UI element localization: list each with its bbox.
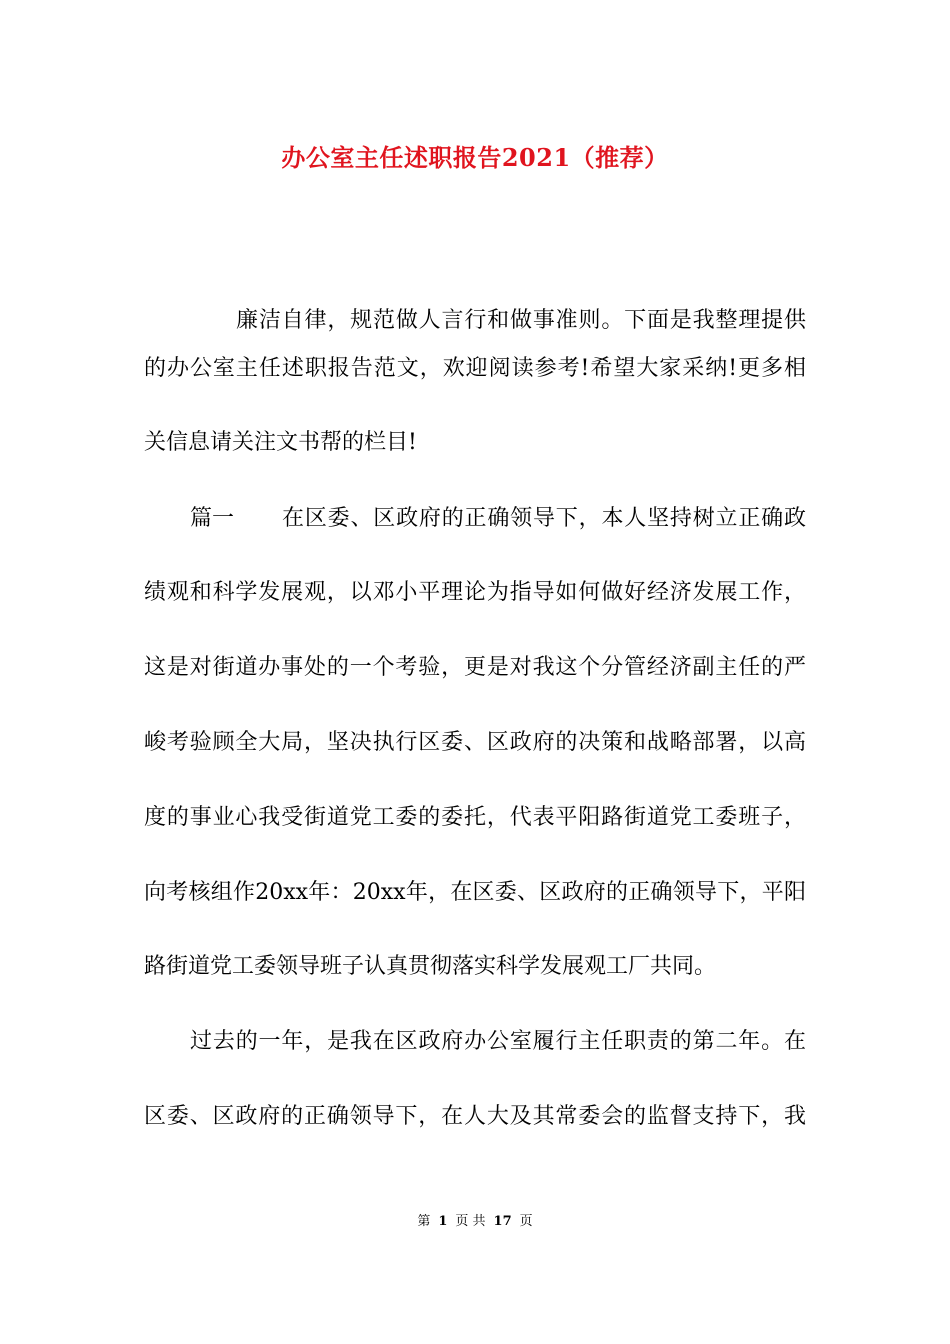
paragraph-line xyxy=(190,1027,806,1057)
footer-suffix: 页 xyxy=(519,1214,533,1229)
paragraph-line: 路街道党工委领导班子认真贯彻落实科学发展观工厂共同。 xyxy=(144,954,717,979)
paragraph-line: 的办公室主任述职报告范文，欢迎阅读参考!希望大家采纳!更多相 xyxy=(144,356,806,381)
line-text: 过去的一年，是我在区政府办公室履行主任职责的第二年。在 xyxy=(190,1029,806,1054)
paragraph-line xyxy=(190,504,806,534)
paragraph-line: 绩观和科学发展观，以邓小平理论为指导如何做好经济发展工作， xyxy=(144,580,806,605)
paragraph-line: 区委、区政府的正确领导下，在人大及其常委会的监督支持下，我 xyxy=(144,1104,806,1129)
paragraph-line: 峻考验顾全大局，坚决执行区委、区政府的决策和战略部署，以高 xyxy=(144,730,806,755)
footer-middle: 页 共 xyxy=(455,1214,486,1229)
document-title: 办公室主任述职报告2021（推荐） xyxy=(281,143,669,172)
line-text: 在区委、区政府的正确领导下，本人坚持树立正确政 xyxy=(282,506,806,531)
paragraph-line: 这是对街道办事处的一个考验，更是对我这个分管经济副主任的严 xyxy=(144,655,806,680)
section-label: 篇一 xyxy=(190,506,235,531)
paragraph-line: 度的事业心我受街道党工委的委托，代表平阳路街道党工委班子， xyxy=(144,805,806,830)
paragraph-line xyxy=(236,306,806,336)
paragraph-line: 向考核组作20xx年：20xx年，在区委、区政府的正确领导下，平阳 xyxy=(144,880,806,905)
footer-prefix: 第 xyxy=(417,1214,431,1229)
page-footer xyxy=(0,1210,950,1229)
total-pages-number: 17 xyxy=(493,1214,512,1229)
paragraph-line: 关信息请关注文书帮的栏目! xyxy=(144,430,417,455)
current-page-number: 1 xyxy=(438,1214,448,1229)
line-text: 廉洁自律，规范做人言行和做事准则。下面是我整理提供 xyxy=(236,308,806,333)
